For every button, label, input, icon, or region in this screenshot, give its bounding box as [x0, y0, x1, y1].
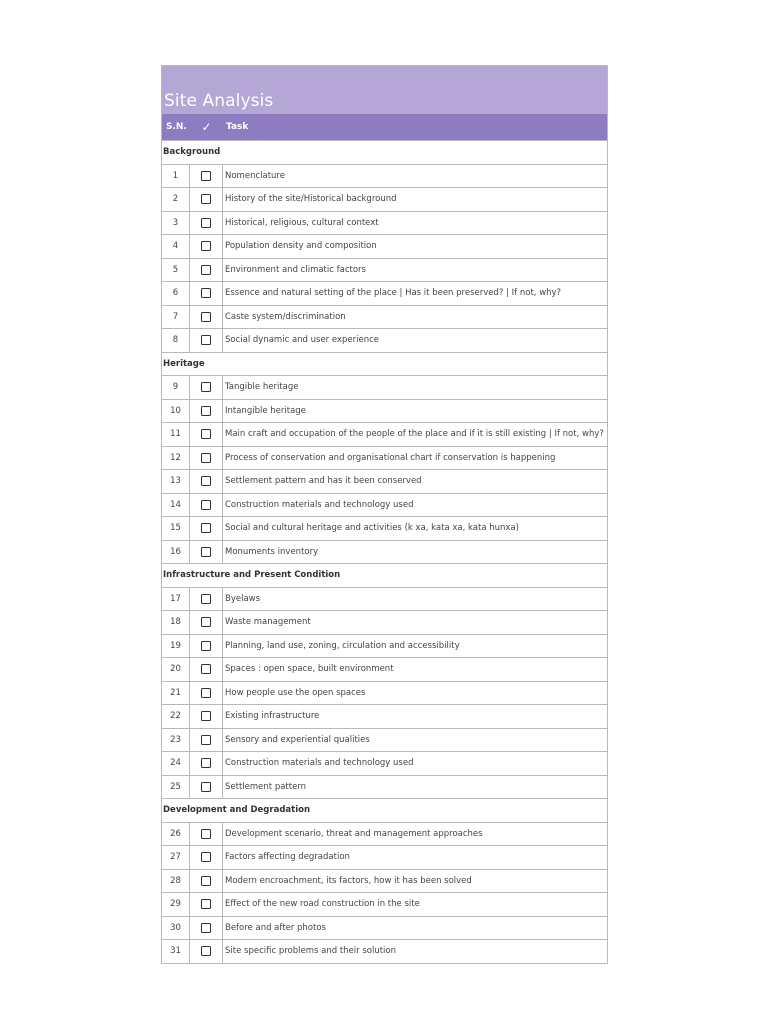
table-body	[162, 140, 607, 963]
table-row	[162, 446, 607, 470]
table-row	[162, 634, 607, 658]
task-text: Settlement pattern and has it been conserved	[225, 476, 422, 487]
row-number: 19	[162, 635, 190, 658]
table-row	[162, 939, 607, 963]
task-checkbox[interactable]	[201, 476, 211, 486]
task-checkbox[interactable]	[201, 523, 211, 533]
task-checkbox[interactable]	[201, 688, 211, 698]
task-text: Spaces : open space, built environment	[225, 664, 394, 675]
table-row	[162, 610, 607, 634]
row-number: 10	[162, 400, 190, 423]
row-number: 12	[162, 447, 190, 470]
task-text: Tangible heritage	[225, 382, 299, 393]
checkbox-cell	[190, 611, 223, 634]
task-text: Factors affecting degradation	[225, 852, 350, 863]
task-checkbox[interactable]	[201, 829, 211, 839]
row-number: 23	[162, 729, 190, 752]
section-heading: Infrastructure and Present Condition	[162, 563, 607, 587]
task-text: Essence and natural setting of the place | Has it been preserved? | If not, why?	[225, 288, 562, 299]
task-checkbox[interactable]	[201, 547, 211, 557]
task-text: Before and after photos	[225, 922, 326, 933]
task-checkbox[interactable]	[201, 876, 211, 886]
checkbox-cell	[190, 870, 223, 893]
task-text: Nomenclature	[225, 170, 285, 181]
row-number: 22	[162, 705, 190, 728]
task-text: Site specific problems and their solution	[225, 946, 397, 957]
task-checkbox[interactable]	[201, 735, 211, 745]
row-number: 18	[162, 611, 190, 634]
title-band	[162, 66, 607, 114]
task-checkbox[interactable]	[201, 218, 211, 228]
task-checkbox[interactable]	[201, 312, 211, 322]
table-row	[162, 234, 607, 258]
table-row	[162, 305, 607, 329]
task-text: Existing infrastructure	[225, 711, 320, 722]
table-row	[162, 187, 607, 211]
task-text: Social dynamic and user experience	[225, 335, 379, 346]
checkbox-cell	[190, 940, 223, 963]
checkbox-cell	[190, 705, 223, 728]
task-checkbox[interactable]	[201, 641, 211, 651]
task-text: Modern encroachment, its factors, how it has been solved	[225, 875, 472, 886]
page-title: Site Analysis	[164, 91, 274, 111]
task-text: Process of conservation and organisational chart if conservation is happening	[225, 452, 556, 463]
checkbox-cell	[190, 823, 223, 846]
table-header	[162, 114, 607, 140]
row-number: 11	[162, 423, 190, 446]
checkbox-cell	[190, 658, 223, 681]
table-row	[162, 516, 607, 540]
checkbox-cell	[190, 635, 223, 658]
row-number: 29	[162, 893, 190, 916]
task-checkbox[interactable]	[201, 335, 211, 345]
row-number: 26	[162, 823, 190, 846]
table-row	[162, 399, 607, 423]
row-number: 17	[162, 588, 190, 611]
checkbox-cell	[190, 165, 223, 188]
checkbox-cell	[190, 517, 223, 540]
checkbox-cell	[190, 212, 223, 235]
checkbox-cell	[190, 588, 223, 611]
row-number: 3	[162, 212, 190, 235]
task-text: Waste management	[225, 617, 311, 628]
checkbox-cell	[190, 376, 223, 399]
table-row	[162, 704, 607, 728]
checkbox-cell	[190, 188, 223, 211]
task-checkbox[interactable]	[201, 664, 211, 674]
table-row	[162, 728, 607, 752]
row-number: 31	[162, 940, 190, 963]
task-text: Effect of the new road construction in the site	[225, 899, 420, 910]
row-number: 13	[162, 470, 190, 493]
table-row	[162, 211, 607, 235]
table-row	[162, 751, 607, 775]
checkbox-cell	[190, 776, 223, 799]
task-text: Sensory and experiential qualities	[225, 734, 370, 745]
task-checkbox[interactable]	[201, 899, 211, 909]
table-row	[162, 422, 607, 446]
row-number: 24	[162, 752, 190, 775]
row-number: 9	[162, 376, 190, 399]
row-number: 1	[162, 165, 190, 188]
row-number: 7	[162, 306, 190, 329]
checkbox-cell	[190, 893, 223, 916]
table-row	[162, 281, 607, 305]
task-text: Intangible heritage	[225, 405, 306, 416]
row-number: 6	[162, 282, 190, 305]
row-number: 21	[162, 682, 190, 705]
task-text: Caste system/discrimination	[225, 311, 346, 322]
column-header-task: Task	[226, 122, 249, 132]
checkbox-cell	[190, 541, 223, 564]
table-row	[162, 493, 607, 517]
section-heading: Background	[162, 140, 607, 164]
task-text: Construction materials and technology used	[225, 758, 414, 769]
table-row	[162, 892, 607, 916]
table-row	[162, 540, 607, 564]
checklist-sheet	[161, 65, 608, 964]
checkbox-cell	[190, 917, 223, 940]
task-checkbox[interactable]	[201, 194, 211, 204]
checkbox-cell	[190, 682, 223, 705]
task-checkbox[interactable]	[201, 711, 211, 721]
row-number: 15	[162, 517, 190, 540]
task-text: Population density and composition	[225, 241, 377, 252]
table-row	[162, 657, 607, 681]
task-checkbox[interactable]	[201, 382, 211, 392]
task-text: Main craft and occupation of the people of the place and if it is still existing | If not, why?	[225, 429, 604, 440]
checkbox-cell	[190, 400, 223, 423]
task-text: Historical, religious, cultural context	[225, 217, 379, 228]
table-row	[162, 328, 607, 352]
table-row	[162, 775, 607, 799]
task-checkbox[interactable]	[201, 265, 211, 275]
task-checkbox[interactable]	[201, 453, 211, 463]
table-row	[162, 375, 607, 399]
row-number: 4	[162, 235, 190, 258]
row-number: 16	[162, 541, 190, 564]
table-row	[162, 845, 607, 869]
task-checkbox[interactable]	[201, 406, 211, 416]
task-text: History of the site/Historical background	[225, 194, 397, 205]
checkbox-cell	[190, 846, 223, 869]
row-number: 5	[162, 259, 190, 282]
row-number: 30	[162, 917, 190, 940]
row-number: 27	[162, 846, 190, 869]
row-number: 25	[162, 776, 190, 799]
task-text: Byelaws	[225, 593, 261, 604]
task-text: Settlement pattern	[225, 781, 307, 792]
task-checkbox[interactable]	[201, 429, 211, 439]
task-checkbox[interactable]	[201, 171, 211, 181]
table-row	[162, 822, 607, 846]
task-text: How people use the open spaces	[225, 687, 366, 698]
section-heading: Development and Degradation	[162, 798, 607, 822]
table-row	[162, 469, 607, 493]
checkbox-cell	[190, 423, 223, 446]
section-heading: Heritage	[162, 352, 607, 376]
table-row	[162, 587, 607, 611]
table-row	[162, 164, 607, 188]
checkbox-cell	[190, 447, 223, 470]
table-row	[162, 258, 607, 282]
checkbox-cell	[190, 306, 223, 329]
task-text: Development scenario, threat and management approaches	[225, 828, 483, 839]
task-checkbox[interactable]	[201, 617, 211, 627]
checkbox-cell	[190, 494, 223, 517]
checkbox-cell	[190, 752, 223, 775]
row-number: 14	[162, 494, 190, 517]
row-number: 2	[162, 188, 190, 211]
checkbox-cell	[190, 235, 223, 258]
task-checkbox[interactable]	[201, 946, 211, 956]
task-text: Social and cultural heritage and activities (k xa, kata xa, kata hunxa)	[225, 523, 519, 534]
row-number: 8	[162, 329, 190, 352]
task-checkbox[interactable]	[201, 594, 211, 604]
checkbox-cell	[190, 729, 223, 752]
task-checkbox[interactable]	[201, 758, 211, 768]
checkbox-cell	[190, 470, 223, 493]
task-checkbox[interactable]	[201, 288, 211, 298]
table-row	[162, 916, 607, 940]
table-row	[162, 869, 607, 893]
row-number: 20	[162, 658, 190, 681]
task-checkbox[interactable]	[201, 782, 211, 792]
task-text: Planning, land use, zoning, circulation and accessibility	[225, 640, 460, 651]
checkbox-cell	[190, 282, 223, 305]
column-header-check: ✓	[201, 120, 212, 134]
checkbox-cell	[190, 329, 223, 352]
table-row	[162, 681, 607, 705]
checkbox-cell	[190, 259, 223, 282]
task-checkbox[interactable]	[201, 923, 211, 933]
task-text: Monuments inventory	[225, 546, 319, 557]
task-text: Environment and climatic factors	[225, 264, 366, 275]
task-checkbox[interactable]	[201, 241, 211, 251]
task-checkbox[interactable]	[201, 852, 211, 862]
task-text: Construction materials and technology used	[225, 499, 414, 510]
task-checkbox[interactable]	[201, 500, 211, 510]
row-number: 28	[162, 870, 190, 893]
column-header-sn: S.N.	[166, 122, 187, 132]
